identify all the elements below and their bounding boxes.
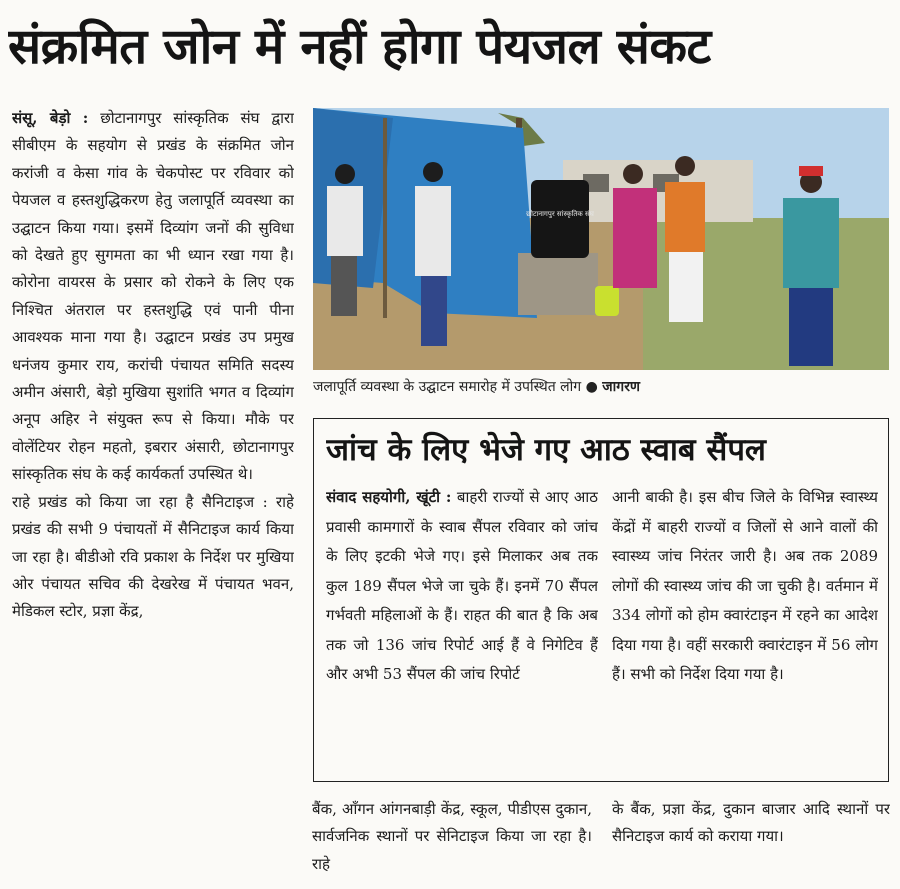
main-story-dateline: संसू, बेड़ो : <box>12 109 89 127</box>
photo-caption <box>313 376 889 398</box>
bullet-icon: ● <box>585 379 598 395</box>
main-story-paragraph-1 <box>12 105 294 489</box>
headline: संक्रमित जोन में नहीं होगा पेयजल संकट <box>8 18 711 75</box>
main-story-column <box>12 105 294 887</box>
tank-label: छोटानागपुर सांस्कृतिक संघ <box>526 210 594 218</box>
sidebar-story-column-1 <box>326 483 598 777</box>
photo-credit: जागरण <box>602 379 641 395</box>
sidebar-story-text-1: बाहरी राज्यों से आए आठ प्रवासी कामगारों के स्वाब सैंपल रविवार को जांच के लिए इटकी भेजे गए। इसे मिलाकर अब तक कुल 189 सैंपल भेजे जा चुके हैं। इनमें 70 सैंपल गर्भवती महिलाओं के हैं। राहत की बात है कि अब तक जो 136 जांच रिपोर्ट आई हैं वे निगेटिव हैं और अभी 53 सैंपल की जांच रिपोर्ट <box>326 488 598 683</box>
sidebar-story-dateline: संवाद सहयोगी, खूंटी : <box>326 488 452 506</box>
sidebar-story-column-2: आनी बाकी है। इस बीच जिले के विभिन्न स्वास्थ्य केंद्रों में बाहरी राज्यों व जिलों से आने वालों की स्वास्थ्य जांच निरंतर जारी है। अब तक 2089 लोगों की स्वास्थ्य जांच की जा चुकी है। वर्तमान में 334 लोगों को होम क्वारंटाइन में रहने का आदेश दिया गया है। वहीं सरकारी क्वारंटाइन में 56 लोग हैं। सभी को निर्देश दिया गया है। <box>612 488 878 683</box>
news-photo-illustration <box>313 108 889 370</box>
sidebar-story-title: जांच के लिए भेजे गए आठ स्वाब सैंपल <box>326 432 766 468</box>
main-story-paragraph-2: राहे प्रखंड को किया जा रहा है सैनिटाइज : राहे प्रखंड की सभी 9 पंचायतों में सैनिटाइज कार्य किया जा रहा है। बीडीओ रवि प्रकाश के निर्देश पर मुखिया ओर पंचायत सचिव की देखरेख में पंचायत भवन, मेडिकल स्टोर, प्रज्ञा केंद्र, <box>12 492 294 621</box>
main-story-text-1: छोटानागपुर सांस्कृतिक संघ द्वारा सीबीएम के सहयोग से प्रखंड के संक्रमित जोन करांजी व केसा गांव के चेकपोस्ट पर रविवार को पेयजल व हस्तशुद्धिकरण हेतु जलापूर्ति व्यवस्था का उद्घाटन किया गया। इसमें दिव्यांग जनों की सुविधा को देखते हुए सुगमता का भी ध्यान रखा गया है। कोरोना वायरस के प्रसार को रोकने के लिए एक निश्चित अंतराल पर हस्तशुद्धि एवं पानी पीना आवश्यक माना गया है। उद्घाटन प्रखंड उप प्रमुख धनंजय कुमार राय, करांची पंचायत समिति सदस्य अमीन अंसारी, बेड़ो मुखिया सुशांति भगत व दिव्यांग अनूप अहिर ने संयुक्त रूप से किया। मौके पर वोलेंटियर रोहन महतो, इबरार अंसारी, छोटानागपुर सांस्कृतिक संघ के कई कार्यकर्ता उपस्थित थे। <box>12 109 294 484</box>
sidebar-story-box <box>313 418 889 782</box>
main-story-continued-2: के बैंक, प्रज्ञा केंद्र, दुकान बाजार आदि स्थानों पर सैनिटाइज कार्य को कराया गया। <box>612 800 890 846</box>
news-photo <box>313 108 889 370</box>
photo-caption-text: जलापूर्ति व्यवस्था के उद्घाटन समारोह में उपस्थित लोग <box>313 379 582 395</box>
main-story-continued-1: बैंक, आँगन आंगनबाड़ी केंद्र, स्कूल, पीडीएस दुकान, सार्वजनिक स्थानों पर सेनिटाइज किया जा रहा है। राहे <box>312 800 592 873</box>
